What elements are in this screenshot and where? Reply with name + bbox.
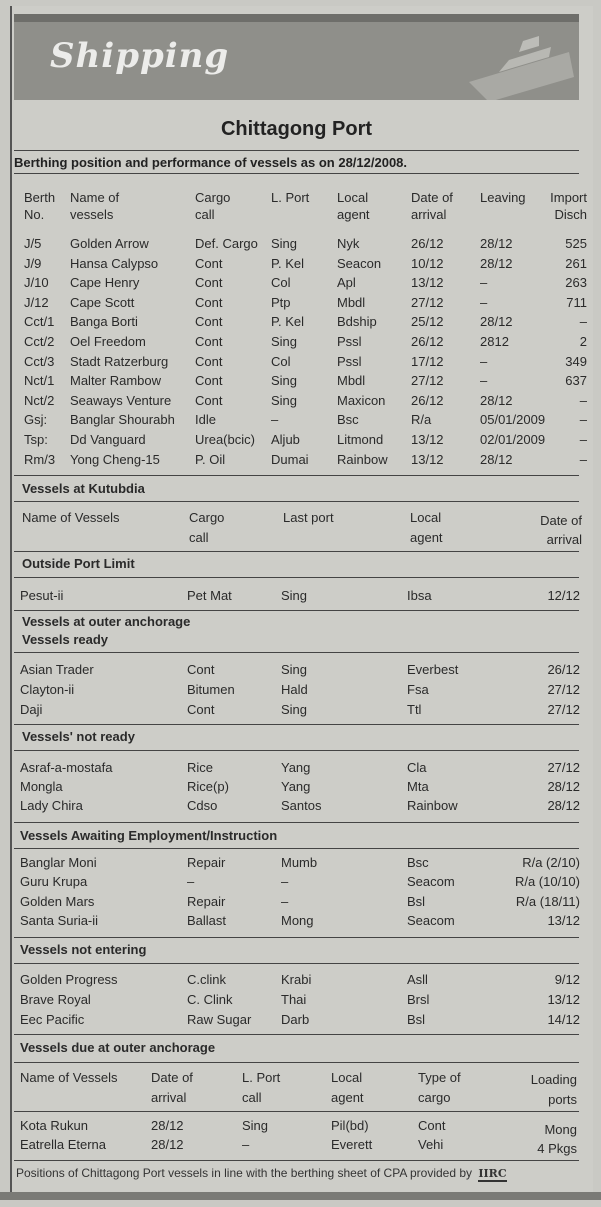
table-cell: Brave Royal [20, 992, 91, 1007]
table-cell: Rice [187, 760, 214, 775]
table-cell: Brsl [407, 992, 430, 1007]
table-cell: Aljub [271, 432, 300, 447]
col-header: agent [337, 207, 370, 222]
bottom-bar [0, 1192, 601, 1200]
table-cell: 13/12 [411, 432, 444, 447]
col-header: Local [331, 1070, 363, 1085]
footer-rule [14, 1160, 579, 1161]
section-rule [14, 610, 579, 611]
table-cell: Pil(bd) [331, 1118, 369, 1133]
col-header: Local [337, 190, 369, 205]
table-cell: Asll [407, 972, 428, 987]
table-cell: 2 [579, 334, 587, 349]
table-cell: Cont [195, 295, 223, 310]
table-cell: R/a [411, 412, 432, 427]
table-cell: 26/12 [411, 334, 444, 349]
col-header: agent [331, 1090, 364, 1105]
table-cell: Yong Cheng-15 [70, 452, 160, 467]
col-header: Date of [411, 190, 453, 205]
table-cell: Cont [195, 334, 223, 349]
table-cell: C.clink [187, 972, 227, 987]
table-cell: Yang [281, 760, 311, 775]
table-cell: Nct/2 [24, 393, 55, 408]
table-cell: Clayton-ii [20, 682, 75, 697]
table-cell: Cct/3 [24, 354, 55, 369]
table-cell: 2812 [480, 334, 509, 349]
table-cell: Mbdl [337, 295, 366, 310]
table-cell: Repair [187, 893, 226, 909]
table-cell: – [579, 452, 587, 467]
table-cell: Sing [271, 334, 298, 349]
table-cell: Rainbow [407, 798, 458, 813]
table-cell: Everett [331, 1137, 373, 1152]
table-cell: R/a (2/10) [522, 855, 580, 870]
section-rule [14, 1034, 579, 1035]
table-cell: 349 [565, 354, 587, 369]
table-cell: 27/12 [411, 295, 444, 310]
table-cell: – [281, 874, 289, 890]
col-header: L. Port [242, 1070, 281, 1085]
table-cell: P. Oil [195, 452, 226, 467]
col-header: cargo [418, 1090, 451, 1105]
irc-logo: IIRC [478, 1167, 507, 1180]
table-cell: 26/12 [411, 393, 444, 408]
table-cell: – [480, 354, 488, 369]
table-cell: Idle [195, 412, 216, 427]
table-cell: Cdso [187, 798, 218, 813]
table-cell: Krabi [281, 972, 312, 987]
col-header: Date of [540, 513, 582, 528]
table-cell: Cont [195, 314, 223, 329]
col-header: Last port [283, 510, 334, 525]
table-cell: Pssl [337, 334, 362, 349]
table-cell: 02/01/2009 [480, 432, 546, 447]
table-cell: Pesut-ii [20, 588, 64, 603]
table-cell: Bdship [337, 314, 377, 329]
table-cell: 263 [565, 275, 587, 290]
table-cell: Everbest [407, 662, 459, 677]
table-cell: Maxicon [337, 393, 386, 408]
table-cell: Bitumen [187, 682, 235, 697]
table-cell: R/a (10/10) [514, 874, 580, 890]
table-cell: Golden Mars [20, 893, 95, 909]
col-header: ports [548, 1092, 577, 1107]
col-header: Name of Vessels [20, 1070, 118, 1085]
table-cell: 13/12 [547, 912, 580, 928]
section-title: Vessels at outer anchorage [22, 614, 191, 629]
section-rule [14, 724, 579, 725]
table-cell: Mumb [281, 855, 318, 870]
table-cell: 637 [565, 373, 587, 388]
table-cell: Sing [281, 702, 308, 717]
table-cell: Cla [407, 760, 427, 775]
table-cell: – [242, 1137, 250, 1152]
section-title: Vessels due at outer anchorage [20, 1040, 216, 1055]
table-cell: 28/12 [480, 236, 513, 251]
footer-note [16, 1166, 507, 1182]
table-cell: Sing [271, 373, 298, 388]
table-cell: Cont [195, 275, 223, 290]
col-header: L. Port [271, 190, 310, 205]
table-cell: Sing [271, 236, 298, 251]
table-cell: 12/12 [547, 588, 580, 603]
table-cell: J/9 [24, 256, 42, 271]
col-header: Name of [70, 190, 120, 205]
col-header: Name of Vessels [22, 510, 120, 525]
section-rule [14, 1062, 579, 1063]
table-cell: – [579, 314, 587, 329]
table-cell: Thai [281, 992, 307, 1007]
table-cell: Sing [281, 588, 308, 603]
table-cell: Golden Progress [20, 972, 118, 987]
table-cell: Sing [281, 662, 308, 677]
table-cell: – [579, 432, 587, 447]
section-rule [14, 577, 579, 578]
col-header: Disch [554, 207, 587, 222]
port-title: Chittagong Port [220, 118, 373, 140]
table-cell: 4 Pkgs [537, 1141, 577, 1156]
section-title: Vessels Awaiting Employment/Instruction [20, 828, 278, 843]
table-cell: Litmond [337, 432, 384, 447]
table-cell: 14/12 [547, 1012, 580, 1027]
table-cell: Fsa [407, 682, 429, 697]
table-cell: Ballast [187, 912, 227, 928]
col-header: Loading [530, 1072, 577, 1087]
footer-text: Positions of Chittagong Port vessels in line with the berthing sheet of CPA provided by [16, 1166, 473, 1180]
table-cell: R/a (18/11) [515, 893, 580, 909]
table-cell: 25/12 [411, 314, 444, 329]
table-cell: – [187, 874, 195, 890]
table-cell: Mong [544, 1122, 577, 1137]
table-cell: 13/12 [547, 992, 580, 1007]
col-header: Leaving [480, 190, 526, 205]
table-cell: Cont [187, 662, 215, 677]
table-cell: Stadt Ratzerburg [70, 354, 169, 369]
table-cell: Mbdl [337, 373, 366, 388]
table-cell: Cape Henry [70, 275, 140, 290]
table-cell: Eec Pacific [20, 1012, 85, 1027]
table-cell: Ibsa [407, 588, 432, 603]
table-cell: Santos [281, 798, 322, 813]
table-cell: Cont [195, 373, 223, 388]
table-cell: Banglar Moni [20, 855, 97, 870]
table-cell: Rice(p) [187, 779, 229, 794]
table-cell: 28/12 [151, 1118, 184, 1133]
col-header: Cargo [189, 510, 225, 525]
section-rule [14, 501, 579, 502]
table-cell: 05/01/2009 [480, 412, 546, 427]
table-cell: 28/12 [547, 779, 580, 794]
section-rule [14, 937, 579, 938]
table-cell: Bsl [407, 1012, 426, 1027]
table-cell: Santa Suria-ii [20, 912, 99, 928]
col-header: call [195, 207, 215, 222]
col-header: Type of [418, 1070, 461, 1085]
table-cell: J/10 [24, 275, 49, 290]
table-cell: J/12 [24, 295, 49, 310]
table-cell: Pet Mat [187, 588, 232, 603]
table-cell: Gsj: [24, 412, 48, 427]
table-cell: Cont [187, 702, 215, 717]
table-cell: – [579, 412, 587, 427]
shipping-banner [14, 14, 579, 100]
table-cell: Ptp [271, 295, 291, 310]
table-cell: 711 [566, 295, 587, 310]
section-rule [14, 551, 579, 552]
table-cell: Banglar Shourabh [70, 412, 175, 427]
table-cell: Daji [20, 702, 43, 717]
table-cell: – [271, 412, 279, 427]
col-header: arrival [411, 207, 447, 222]
table-cell: 13/12 [411, 275, 444, 290]
table-cell: Vehi [418, 1137, 444, 1152]
section-title: Vessels at Kutubdia [22, 481, 145, 496]
table-cell: Cont [195, 354, 223, 369]
table-cell: Lady Chira [20, 798, 83, 813]
table-cell: Guru Krupa [20, 874, 88, 890]
table-cell: Pssl [337, 354, 362, 369]
banner-title: Shipping [50, 36, 230, 76]
table-cell: J/5 [24, 236, 42, 251]
table-cell: Sing [271, 393, 298, 408]
table-cell: Seacon [337, 256, 382, 271]
table-cell: 27/12 [411, 373, 444, 388]
table-cell: Apl [337, 275, 356, 290]
ship-icon [449, 22, 579, 100]
table-cell: Dumai [271, 452, 309, 467]
table-cell: Yang [281, 779, 311, 794]
table-cell: Mong [281, 912, 314, 928]
table-cell: Banga Borti [70, 314, 138, 329]
col-header: call [189, 530, 209, 545]
table-cell: Nyk [337, 236, 360, 251]
berthing-subtitle: Berthing position and performance of vessels as on 28/12/2008. [14, 150, 579, 174]
table-cell: Dd Vanguard [70, 432, 146, 447]
table-cell: Def. Cargo [195, 236, 258, 251]
table-cell: Cont [418, 1118, 446, 1133]
table-cell: 28/12 [547, 798, 580, 813]
table-cell: Mongla [20, 779, 63, 794]
table-cell: Hansa Calypso [70, 256, 159, 271]
table-cell: – [480, 373, 488, 388]
table-cell: – [579, 393, 587, 408]
table-cell: 10/12 [411, 256, 444, 271]
table-cell: Bsl [407, 893, 426, 909]
table-cell: 26/12 [411, 236, 444, 251]
table-cell: Seaways Venture [70, 393, 172, 408]
table-cell: Asraf-a-mostafa [20, 760, 113, 775]
table-cell: Raw Sugar [187, 1012, 252, 1027]
table-cell: 9/12 [554, 972, 580, 987]
table-cell: Hald [281, 682, 308, 697]
table-cell: 28/12 [480, 256, 513, 271]
table-cell: Seacom [407, 874, 455, 890]
table-cell: Cape Scott [70, 295, 135, 310]
section-rule [14, 1111, 579, 1112]
table-cell: Mta [407, 779, 429, 794]
section-rule [14, 963, 579, 964]
table-cell: Cct/1 [24, 314, 55, 329]
col-header: Import [550, 190, 587, 205]
table-cell: 27/12 [547, 702, 580, 717]
table-cell: 17/12 [411, 354, 444, 369]
col-header: Berth [24, 190, 56, 205]
col-header: Cargo [195, 190, 231, 205]
table-cell: Urea(bcic) [195, 432, 255, 447]
table-cell: 28/12 [480, 452, 513, 467]
table-cell: Col [271, 275, 291, 290]
table-cell: Nct/1 [24, 373, 55, 388]
table-cell: Rainbow [337, 452, 388, 467]
table-cell: 28/12 [480, 314, 513, 329]
table-cell: Cct/2 [24, 334, 55, 349]
section-rule [14, 652, 579, 653]
table-cell: Cont [195, 256, 223, 271]
col-header: Date of [151, 1070, 193, 1085]
table-cell: Col [271, 354, 291, 369]
table-cell: Oel Freedom [70, 334, 146, 349]
section-title: Outside Port Limit [22, 556, 135, 571]
table-cell: Darb [281, 1012, 310, 1027]
col-header: call [242, 1090, 262, 1105]
table-cell: Cont [195, 393, 223, 408]
table-cell: Asian Trader [20, 662, 94, 677]
section-title: Vessels ready [22, 632, 109, 647]
table-cell: P. Kel [271, 314, 305, 329]
table-cell: Eatrella Eterna [20, 1137, 106, 1152]
table-cell: 261 [565, 256, 587, 271]
table-cell: 28/12 [151, 1137, 184, 1152]
table-cell: C. Clink [187, 992, 233, 1007]
col-header: agent [410, 530, 443, 545]
table-cell: Bsc [337, 412, 359, 427]
table-cell: Golden Arrow [70, 236, 149, 251]
section-rule [14, 848, 579, 849]
table-cell: Malter Rambow [70, 373, 162, 388]
table-cell: Tsp: [24, 432, 48, 447]
table-cell: – [480, 295, 488, 310]
col-header: vessels [70, 207, 114, 222]
table-cell: Sing [242, 1118, 269, 1133]
table-cell: Kota Rukun [20, 1118, 88, 1133]
table-cell: Repair [187, 855, 226, 870]
section-rule [14, 750, 579, 751]
table-cell: Seacom [407, 912, 455, 928]
table-cell: 27/12 [547, 682, 580, 697]
section-title: Vessels not entering [20, 942, 147, 957]
table-cell: 27/12 [547, 760, 580, 775]
section-rule [14, 822, 579, 823]
col-header: No. [24, 207, 45, 222]
table-cell: – [480, 275, 488, 290]
table-cell: 26/12 [547, 662, 580, 677]
table-cell: Ttl [407, 702, 422, 717]
table-cell: 28/12 [480, 393, 513, 408]
table-cell: Rm/3 [24, 452, 56, 467]
table-cell: P. Kel [271, 256, 305, 271]
col-header: arrival [151, 1090, 187, 1105]
table-cell: – [281, 893, 289, 909]
col-header: arrival [546, 532, 582, 547]
section-rule [14, 475, 579, 476]
table-cell: 13/12 [411, 452, 444, 467]
col-header: Local [410, 510, 442, 525]
section-title: Vessels' not ready [22, 729, 135, 744]
table-cell: 525 [565, 236, 587, 251]
table-cell: Bsc [407, 855, 429, 870]
